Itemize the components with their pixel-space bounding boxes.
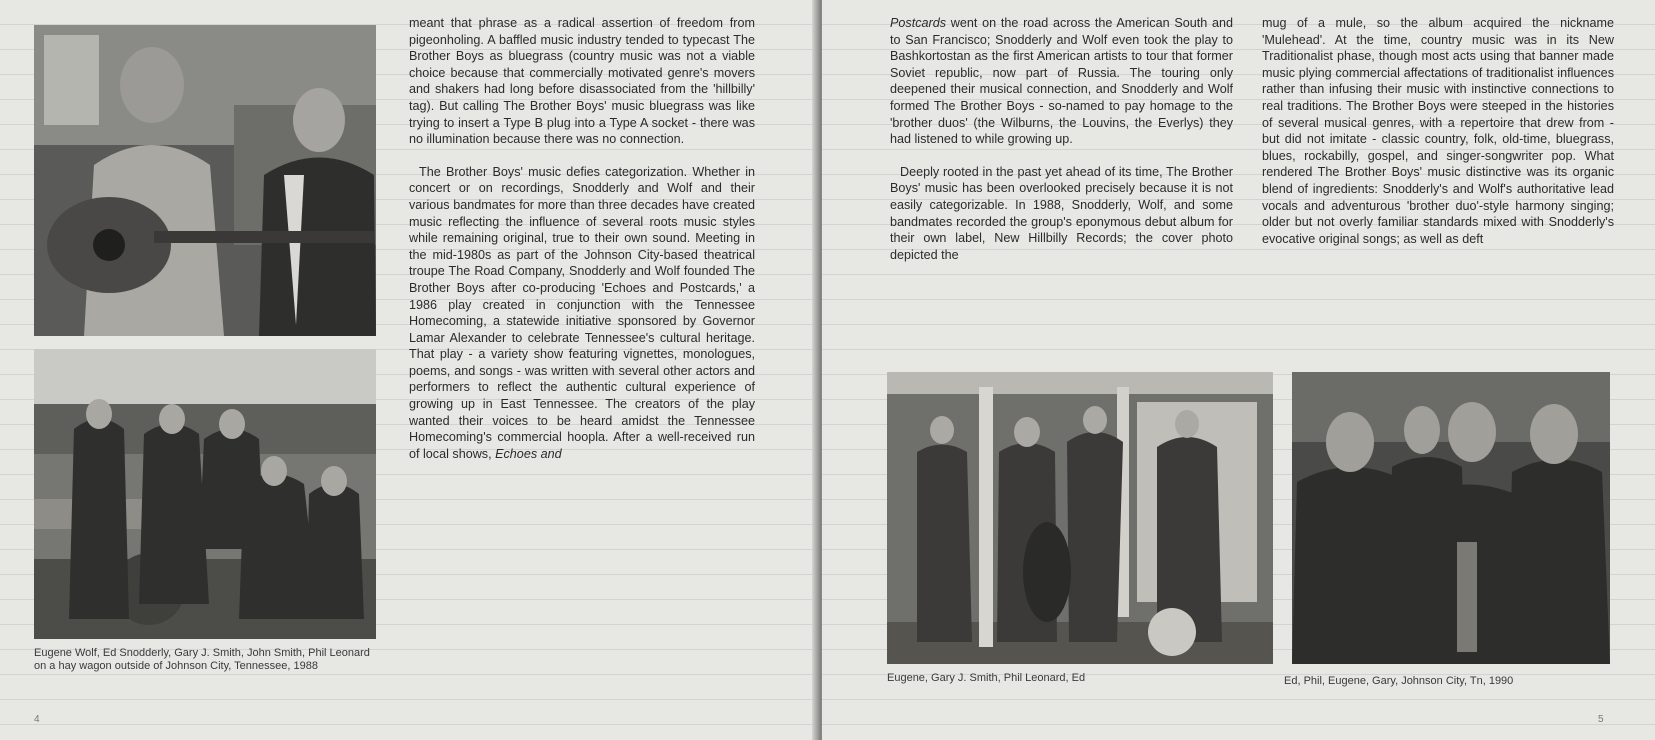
paragraph [890,15,1233,148]
paragraph [409,164,755,463]
paragraph: mug of a mule, so the album acquired the nickname 'Mulehead'. At the time, country music was in its New Traditionalist phase, though most acts using that banner made music plying commercial affectations of traditionalist influences rather than infusing their music with instinctive connections to real traditions. The Brother Boys were steeped in the histories of several musical genres, with a repertoire that drew from - but did not imitate - classic country, folk, old-time, bluegrass, blues, rockabilly, gospel, and singer-songwriter pop. What rendered The Brother Boys' music distinctive was its organic blend of ingredients: Snodderly's and Wolf's authoritative lead vocals and adventurous 'brother duo'-style harmony singing; older but not overly familiar standards mixed with Snodderly's evocative original songs; as well as deft [1262,16,1614,246]
photo-caption-porch-band: Eugene, Gary J. Smith, Phil Leonard, Ed [887,672,1086,684]
photo-caption-four-portrait: Ed, Phil, Eugene, Gary, Johnson City, Tn, 1990 [1284,675,1514,687]
left-page [0,0,818,740]
paragraph-text: went on the road across the American South and to San Francisco; Snodderly and Wolf even took the play to Bashkortostan as the first American artists to tour that former Soviet republic, now part of Russia. The touring only deepened their musical connection, and Snodderly and Wolf formed The Brother Boys - so-named to pay homage to the 'brother duos' (the Wilburns, the Louvins, the Everlys) they had listened to while growing up. [890,16,1233,147]
photo-duo-guitar [34,25,376,336]
right-text-column-2 [1262,15,1614,247]
paragraph: meant that phrase as a radical assertion of freedom from pigeonholing. A baffled music industry tended to typecast The Brother Boys as bluegrass (country music was not a viable choice because that commercially motivated genre's movers and shakers had long before disassociated from the 'hillbilly' tag). But calling The Brother Boys' music bluegrass was like trying to insert a Type B plug into a Type A socket - there was no illumination because there was no connection. [409,16,755,147]
photo-caption-hay-wagon: Eugene Wolf, Ed Snodderly, Gary J. Smith, John Smith, Phil Leonard on a hay wagon outside of Johnson City, Tennessee, 1988 [34,647,370,672]
paragraph: Deeply rooted in the past yet ahead of its time, The Brother Boys' music has been overlooked precisely because it is not easily categorizable. In 1988, Snodderly, Wolf, and some bandmates recorded the group's eponymous debut album for their own label, New Hillbilly Records; the cover photo depicted the [890,164,1233,262]
right-page [822,0,1655,740]
right-text-column-1 [890,15,1233,263]
page-number: 4 [34,714,40,725]
italic-title: Postcards [890,16,946,30]
paragraph-text: The Brother Boys' music defies categorization. Whether in concert or on recordings, Snodderly and Wolf and their various bandmates for more than three decades have created music reflecting the influence of several roots music styles while remaining original, true to their own sound. Meeting in the mid-1980s as part of the Johnson City-based theatrical troupe The Road Company, Snodderly and Wolf founded The Brother Boys after co-producing 'Echoes and Postcards,' a 1986 play created in conjunction with the Tennessee Homecoming, a statewide initiative sponsored by Governor Lamar Alexander to celebrate Tennessee's cultural heritage. That play - a variety show featuring vignettes, monologues, poems, and songs - was written with several other actors and performers to reflect the authentic cultural experience of growing up in East Tennessee. The creators of the play wanted their voices to be heard amidst the Tennessee Homecoming's commercial hoopla. After a well-received run of local shows, [409,164,755,461]
photo-four-portrait [1292,372,1610,664]
italic-title: Echoes and [495,446,562,461]
left-text-column [409,15,755,462]
photo-hay-wagon [34,349,376,639]
page-number: 5 [1598,714,1604,725]
photo-porch-band [887,372,1273,664]
